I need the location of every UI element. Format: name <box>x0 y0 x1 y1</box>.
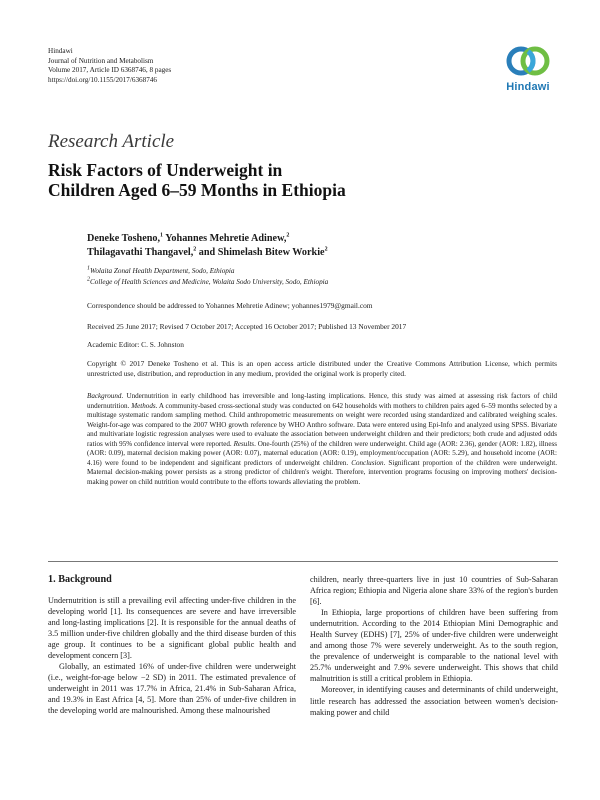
author-name[interactable]: Yohannes Mehretie Adinew, <box>165 233 287 244</box>
abstract-background-label: Background <box>87 392 122 400</box>
logo-wordmark: Hindawi <box>506 81 550 93</box>
publication-dates: Received 25 June 2017; Revised 7 October 2017; Accepted 16 October 2017; Published 13 November 2017 <box>87 322 407 331</box>
journal-name: Journal of Nutrition and Metabolism <box>48 56 154 65</box>
publisher-name: Hindawi <box>48 47 73 55</box>
academic-editor: Academic Editor: C. S. Johnston <box>87 340 184 349</box>
body-paragraph: Undernutrition is still a prevailing evil affecting under-five children in the developing world [1]. Its consequences are severe and have irreversible and long-lasting implications [2]. It is responsible for the annual deaths of 3.5 million under-five children globally and the third disease burden of this age group. It continues to be a significant global public health and development concern [3]. <box>48 596 296 661</box>
abstract-results-label: Results <box>233 439 255 448</box>
abstract-methods-text: . A community-based cross-sectional study was conducted on 642 households with mothers to children pairs aged 6–59 months selected by a multistage systematic random sampling method. Child anthropometric measurements on weight were recorded using standardized and calibrated weighing scales. Weight-for-age was compared to the 2007 WHO growth reference by WHO Anthro software. Data were entered using Epi-Info and analyzed using SPSS. Bivariate and multivariate logistic regression analyses were used to evaluate the association between underweight children and their predictors; both crude and adjusted odds ratios with 95% confidence interval were reported. <box>87 401 557 448</box>
article-type: Research Article <box>48 131 175 152</box>
body-paragraph: Moreover, in identifying causes and determinants of child underweight, little research has addressed the association between women's decision-making power and child <box>310 685 558 717</box>
author-affil-sup: 1 <box>160 232 164 239</box>
author-list <box>87 232 557 260</box>
body-column-right <box>310 574 558 718</box>
author-affil-sup: 2 <box>286 232 290 239</box>
affiliation: Wolaita Zonal Health Department, Sodo, Ethiopia <box>90 267 235 275</box>
article-title <box>48 160 468 200</box>
abstract-results-text: . One-fourth (25%) of the children were underweight. Child age (AOR: 2.36), gender (AOR: 1.82), illness (AOR: 0.09), maternal decision making power (AOR: 0.07), maternal education (AOR: 0.19), employment/occupation (AOR: 5.29), and household income (AOR: 4.16) were found to be independent and significant predictors of underweight children. <box>87 439 557 467</box>
body-paragraph: Globally, an estimated 16% of under-five children were underweight (i.e., weight-for-age below −2 SD) in 2011. The estimated prevalence of underweight in 2011 was 17.7% in Africa, 21.4% in Sub-Saharan Africa, and 19.3% in East Africa [4, 5]. More than 25% of under-five children in the developing world are malnourished. Among these malnourished <box>48 662 296 716</box>
body-column-left <box>48 574 296 717</box>
affiliation: College of Health Sciences and Medicine, Wolaita Sodo University, Sodo, Ethiopia <box>90 277 329 286</box>
author-affil-sup: 2 <box>193 246 197 253</box>
abstract-background-text: . Undernutrition in early childhood has irreversible and long-lasting implications. Hence, this study was aimed at assessing risk factors of child undernutrition. <box>87 392 557 410</box>
body-paragraph: In Ethiopia, large proportions of children have been suffering from undernutrition. According to the 2014 Ethiopian Mini Demographic and Health Survey (EDHS) [7], 25% of under-five children were underweight and among those 7% were severely underweight. As to the south region, the prevalence of underweight is comparable to the national level with 25.7% underweight and 7.9% severe underweight. This shows that child malnutrition is still a critical problem in Ethiopia. <box>310 608 558 684</box>
abstract <box>87 392 557 487</box>
journal-header <box>48 47 171 85</box>
section-heading: 1. Background <box>48 574 112 585</box>
abstract-conclusion-text: . Significant proportion of the children were underweight. Maternal decision-making power persists as a strong predictor of children's weight. Therefore, intervention programs focusing on improving mothers' decision-making power on child nutrition would contribute to the efforts towards alleviating the problem. <box>87 458 557 486</box>
author-name[interactable]: and Shimelash Bitew Workie <box>198 247 325 258</box>
affiliations <box>87 266 557 287</box>
title-line: Children Aged 6–59 Months in Ethiopia <box>48 180 346 200</box>
abstract-methods-label: Methods <box>131 401 156 410</box>
volume-info: Volume 2017, Article ID 6368746, 8 pages <box>48 66 172 74</box>
author-affil-sup: 2 <box>324 246 328 253</box>
affil-sup: 1 <box>87 265 90 272</box>
affil-sup: 2 <box>87 276 90 283</box>
author-name[interactable]: Deneke Tosheno, <box>87 233 161 244</box>
abstract-conclusion-label: Conclusion <box>351 458 384 467</box>
correspondence: Correspondence should be addressed to Yohannes Mehretie Adinew; yohannes1979@gmail.com <box>87 301 373 310</box>
title-line: Risk Factors of Underweight in <box>48 160 283 180</box>
section-divider <box>48 561 558 562</box>
doi-link[interactable]: https://doi.org/10.1155/2017/6368746 <box>48 75 158 84</box>
copyright-notice: Copyright © 2017 Deneke Tosheno et al. This is an open access article distributed under the Creative Commons Attribution License, which permits unrestricted use, distribution, and reproduction in any medium, provided the original work is properly cited. <box>87 359 557 378</box>
hindawi-logo-icon <box>505 42 551 80</box>
body-paragraph: children, nearly three-quarters live in just 10 countries of Sub-Saharan Africa region; Ethiopia and Nigeria alone share 33% of the region's burden [6]. <box>310 575 558 607</box>
hindawi-logo[interactable] <box>500 42 556 102</box>
author-name[interactable]: Thilagavathi Thangavel, <box>87 247 194 258</box>
